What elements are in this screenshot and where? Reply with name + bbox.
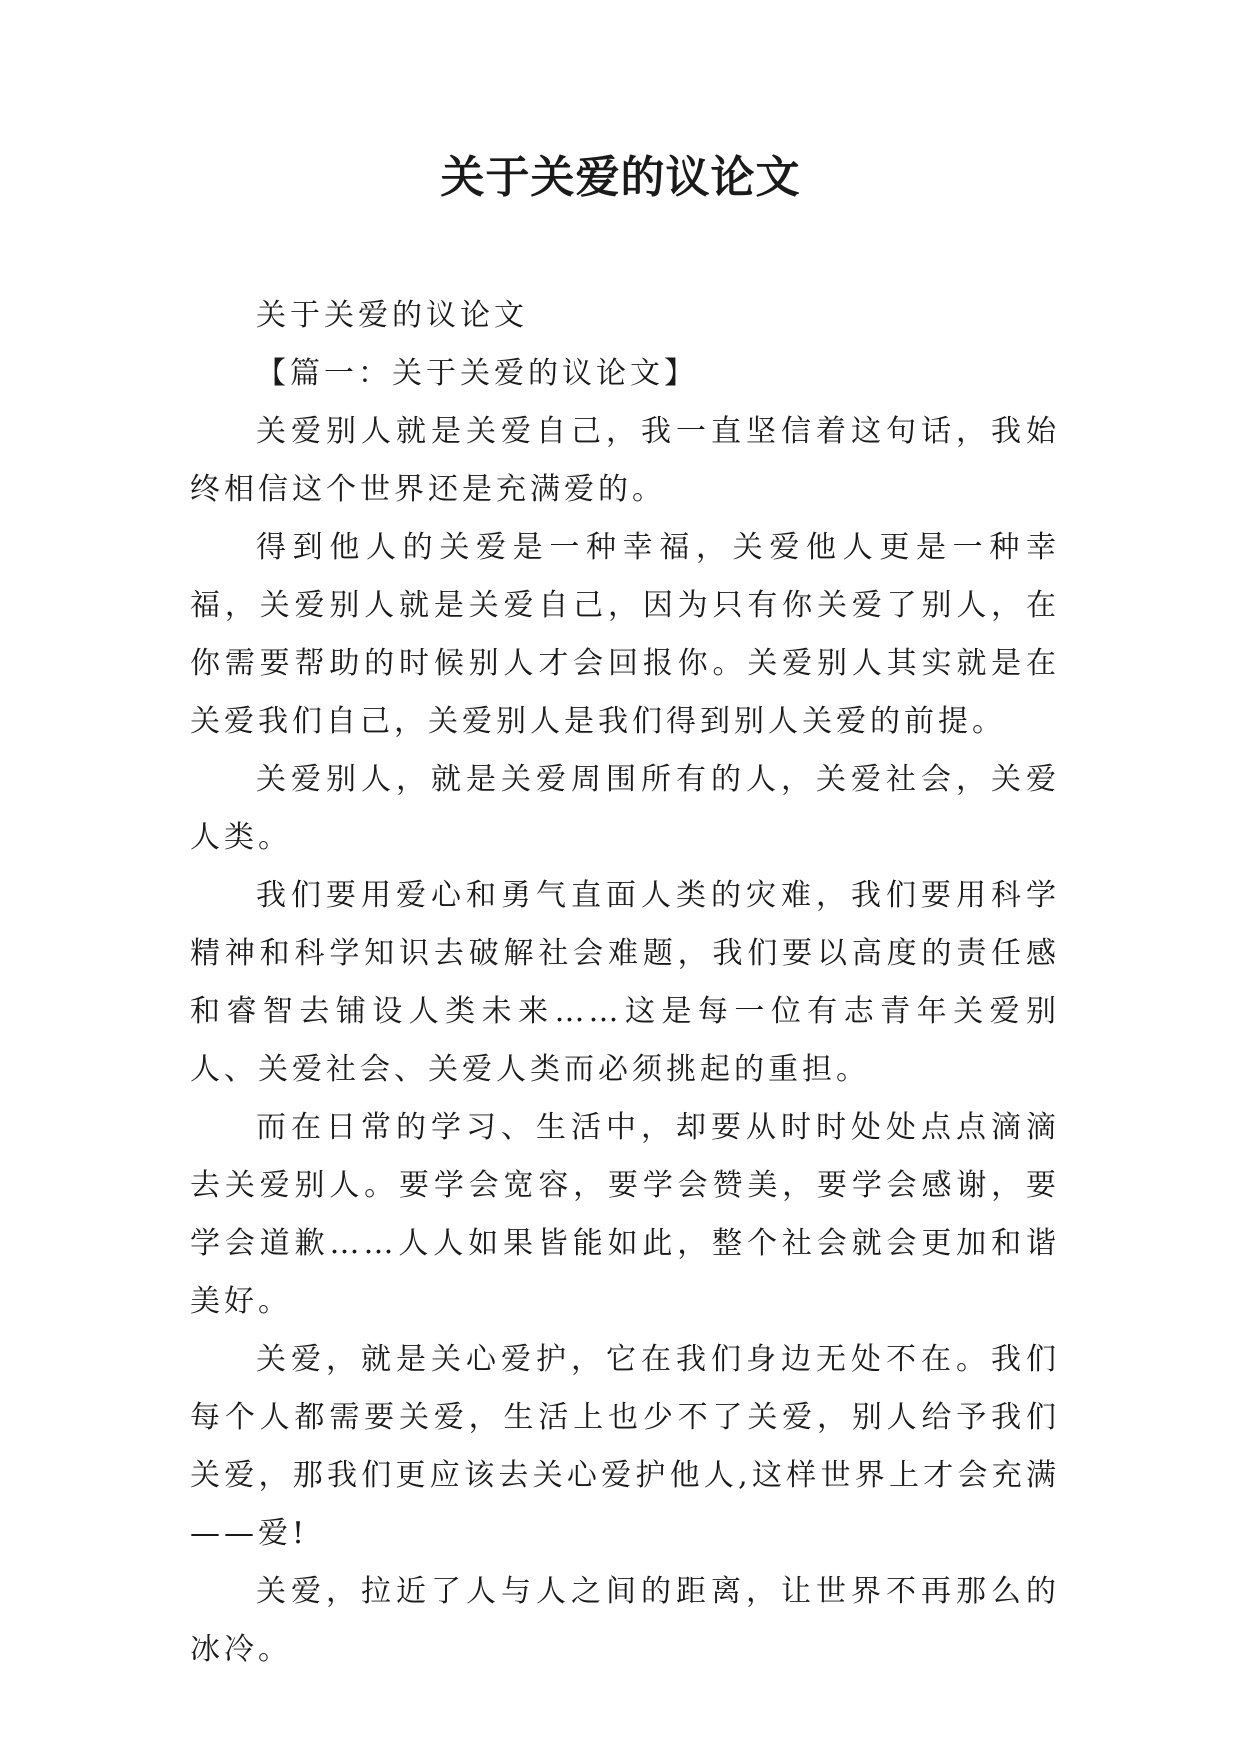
paragraph: 关爱别人，就是关爱周围所有的人，关爱社会，关爱人类。 [190, 762, 1060, 855]
document-title: 关于关爱的议论文 [440, 152, 801, 203]
paragraph: 关爱，就是关心爱护，它在我们身边无处不在。我们每个人都需要关爱，生活上也少不了关爱，别人给予我们关爱，那我们更应该去关心爱护他人,这样世界上才会充满——爱! [190, 1342, 1060, 1551]
paragraph: 关爱，拉近了人与人之间的距离，让世界不再那么的冰冷。 [190, 1574, 1060, 1667]
paragraph: 我们要用爱心和勇气直面人类的灾难，我们要用科学精神和科学知识去破解社会难题，我们要以高度的责任感和睿智去铺设人类未来……这是每一位有志青年关爱别人、关爱社会、关爱人类而必须挑起的重担。 [190, 878, 1060, 1087]
paragraph: 得到他人的关爱是一种幸福，关爱他人更是一种幸福，关爱别人就是关爱自己，因为只有你关爱了别人，在你需要帮助的时候别人才会回报你。关爱别人其实就是在关爱我们自己，关爱别人是我们得到别人关爱的前提。 [190, 530, 1060, 739]
paragraph: 而在日常的学习、生活中，却要从时时处处点点滴滴去关爱别人。要学会宽容，要学会赞美，要学会感谢，要学会道歉……人人如果皆能如此，整个社会就会更加和谐美好。 [190, 1110, 1060, 1319]
paragraph: 关爱别人就是关爱自己，我一直坚信着这句话，我始终相信这个世界还是充满爱的。 [190, 414, 1060, 507]
paragraph-subtitle: 关于关爱的议论文 [256, 298, 528, 333]
paragraph-section-heading: 【篇一：关于关爱的议论文】 [256, 356, 698, 391]
document-body [190, 287, 1060, 1679]
